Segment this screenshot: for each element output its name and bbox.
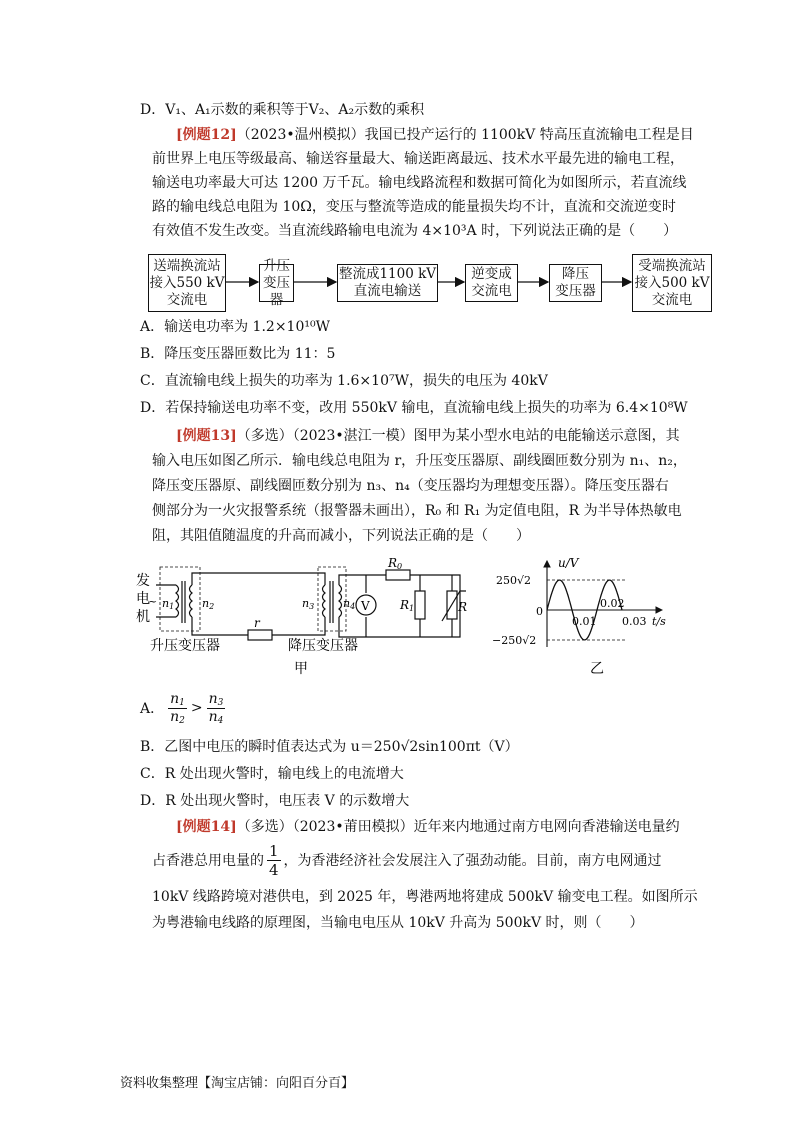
voltmeter-label: V: [361, 599, 370, 613]
svg-text:R: R: [458, 600, 468, 614]
q12-tag: [例题12]: [176, 127, 237, 143]
frac-n1-n2: $n_1$ $n_2$: [170, 690, 185, 726]
q14-fraction: 1 4: [269, 841, 279, 879]
svg-text:n3: n3: [302, 597, 315, 611]
wave-ylabel: u/V: [558, 556, 579, 570]
caption-yi: 乙: [590, 661, 604, 677]
wave-xlabel: t/s: [652, 615, 666, 628]
q13-option-a: A． $n_1$ $n_2$ > $n_3$ $n_4$: [140, 690, 224, 726]
frac-n3-n4: $n_3$ $n_4$: [208, 690, 224, 726]
resistor-r: [248, 630, 272, 640]
coil-n4: [339, 585, 342, 617]
q12-line-5: 有效值不发生改变。当直流线路输电电流为 4×10³A 时，下列说法正确的是（ ）: [152, 223, 678, 239]
q13-option-d: D．R 处出现火警时，电压表 V 的示数增大: [140, 793, 410, 809]
wave-tick-2: 0.02: [600, 597, 625, 610]
coil-n3: [323, 585, 326, 617]
q13-option-c: C．R 处出现火警时，输电线上的电流增大: [140, 766, 404, 782]
caption-jia: 甲: [294, 661, 308, 677]
resistor-R0: [386, 570, 410, 580]
q13-line-5: 阻，其阻值随温度的升高而减小，下列说法正确的是（ ）: [152, 528, 530, 544]
q12-line-3: 输送电功率最大可达 1200 万千瓦。输电线路流程和数据可简化为如图所示，若直流线: [152, 175, 687, 191]
wave-ymin: −250√2: [492, 634, 537, 647]
q12-option-b: B．降压变压器匝数比为 11：5: [140, 346, 336, 362]
gen-tilde: ~: [148, 595, 158, 608]
svg-text:n4: n4: [343, 597, 356, 611]
q12-option-a: A．输送电功率为 1.2×10¹⁰W: [140, 319, 330, 335]
q12-option-d: D．若保持输送电功率不变，改用 550kV 输电，直流输电线上损失的功率为 6.4×10⁸W: [140, 400, 688, 416]
coil-n1: [176, 585, 179, 617]
q11-option-d: D．V₁、A₁示数的乘积等于V₂、A₂示数的乘积: [140, 102, 425, 118]
flow-box-rectify-dc: 整流成1100 kV 直流电输送: [337, 264, 438, 302]
q14-line-2: 占香港总用电量的 1 4 ，为香港经济社会发展注入了强劲动能。目前，南方电网通过: [152, 841, 662, 879]
wave-tick-1: 0.01: [572, 615, 597, 628]
q12-option-c: C．直流输电线上损失的功率为 1.6×10⁷W，损失的电压为 40kV: [140, 373, 548, 389]
svg-text:R1: R1: [400, 598, 415, 613]
q13-circuit-diagram: [130, 555, 470, 680]
flow-box-sending-station: 送端换流站 接入550 kV 交流电: [148, 254, 226, 312]
svg-text:n1: n1: [162, 597, 175, 611]
q12-line-4: 路的输电线总电阻为 10Ω，变压与整流等造成的能量损失均不计，直流和交流逆变时: [152, 199, 676, 215]
q13-wave-chart: [492, 555, 692, 680]
svg-text:R0: R0: [388, 556, 403, 571]
q13-tag: [例题13]: [176, 428, 237, 444]
q13-line-4: 侧部分为一火灾报警系统（报警器未画出），R₀ 和 R₁ 为定值电阻，R 为半导体热敏电: [152, 503, 682, 519]
q13-line-2: 输入电压如图乙所示．输电线总电阻为 r，升压变压器原、副线圈匝数分别为 n₁、n₂，: [152, 453, 687, 469]
q13-line-1: [例题13]（多选）（2023•湛江一模）图甲为某小型水电站的电能输送示意图，其: [176, 428, 680, 444]
gen-label-1: 发: [136, 573, 150, 589]
flow-box-step-down: 降压 变压器: [549, 264, 602, 302]
q14-line-3: 10kV 线路跨境对港供电，到 2025 年，粤港两地将建成 500kV 输变电工程。如图所示: [152, 889, 698, 905]
gen-label-3: 机: [136, 609, 150, 625]
q14-line-4: 为粤港输电线路的原理图，当输电电压从 10kV 升高为 500kV 时，则（ ）: [152, 915, 644, 931]
flow-box-step-up: 升压 变压器: [259, 264, 294, 302]
coil-n2: [190, 585, 193, 617]
wave-tick-3: 0.03: [622, 615, 647, 628]
resistor-R1: [415, 591, 425, 619]
wave-ymax: 250√2: [496, 574, 532, 587]
q14-tag: [例题14]: [176, 819, 237, 835]
q12-line-2: 前世界上电压等级最高、输送容量最大、输送距离最远、技术水平最先进的输电工程，: [152, 151, 684, 167]
footer-source: 资料收集整理【淘宝店铺：向阳百分百】: [120, 1076, 355, 1091]
q13-line-3: 降压变压器原、副线圈匝数分别为 n₃、n₄（变压器均为理想变压器）。降压变压器右: [152, 478, 669, 494]
step-up-label: 升压变压器: [150, 638, 220, 654]
q12-line-1: [例题12]（2023•温州模拟）我国已投产运行的 1100kV 特高压直流输电工程是目: [176, 127, 694, 143]
gen-label-2: 电: [136, 591, 150, 607]
svg-text:n2: n2: [202, 597, 215, 611]
q14-line-1: [例题14]（多选）（2023•莆田模拟）近年来内地通过南方电网向香港输送电量约: [176, 819, 680, 835]
flow-box-receiving-station: 受端换流站 接入500 kV 交流电: [632, 254, 712, 312]
q13-option-b: B．乙图中电压的瞬时值表达式为 u＝250√2sin100πt（V）: [140, 739, 519, 755]
wave-zero: 0: [536, 605, 543, 618]
label-r: r: [254, 616, 260, 630]
flow-box-invert-ac: 逆变成 交流电: [465, 264, 518, 302]
step-down-label: 降压变压器: [288, 638, 358, 654]
